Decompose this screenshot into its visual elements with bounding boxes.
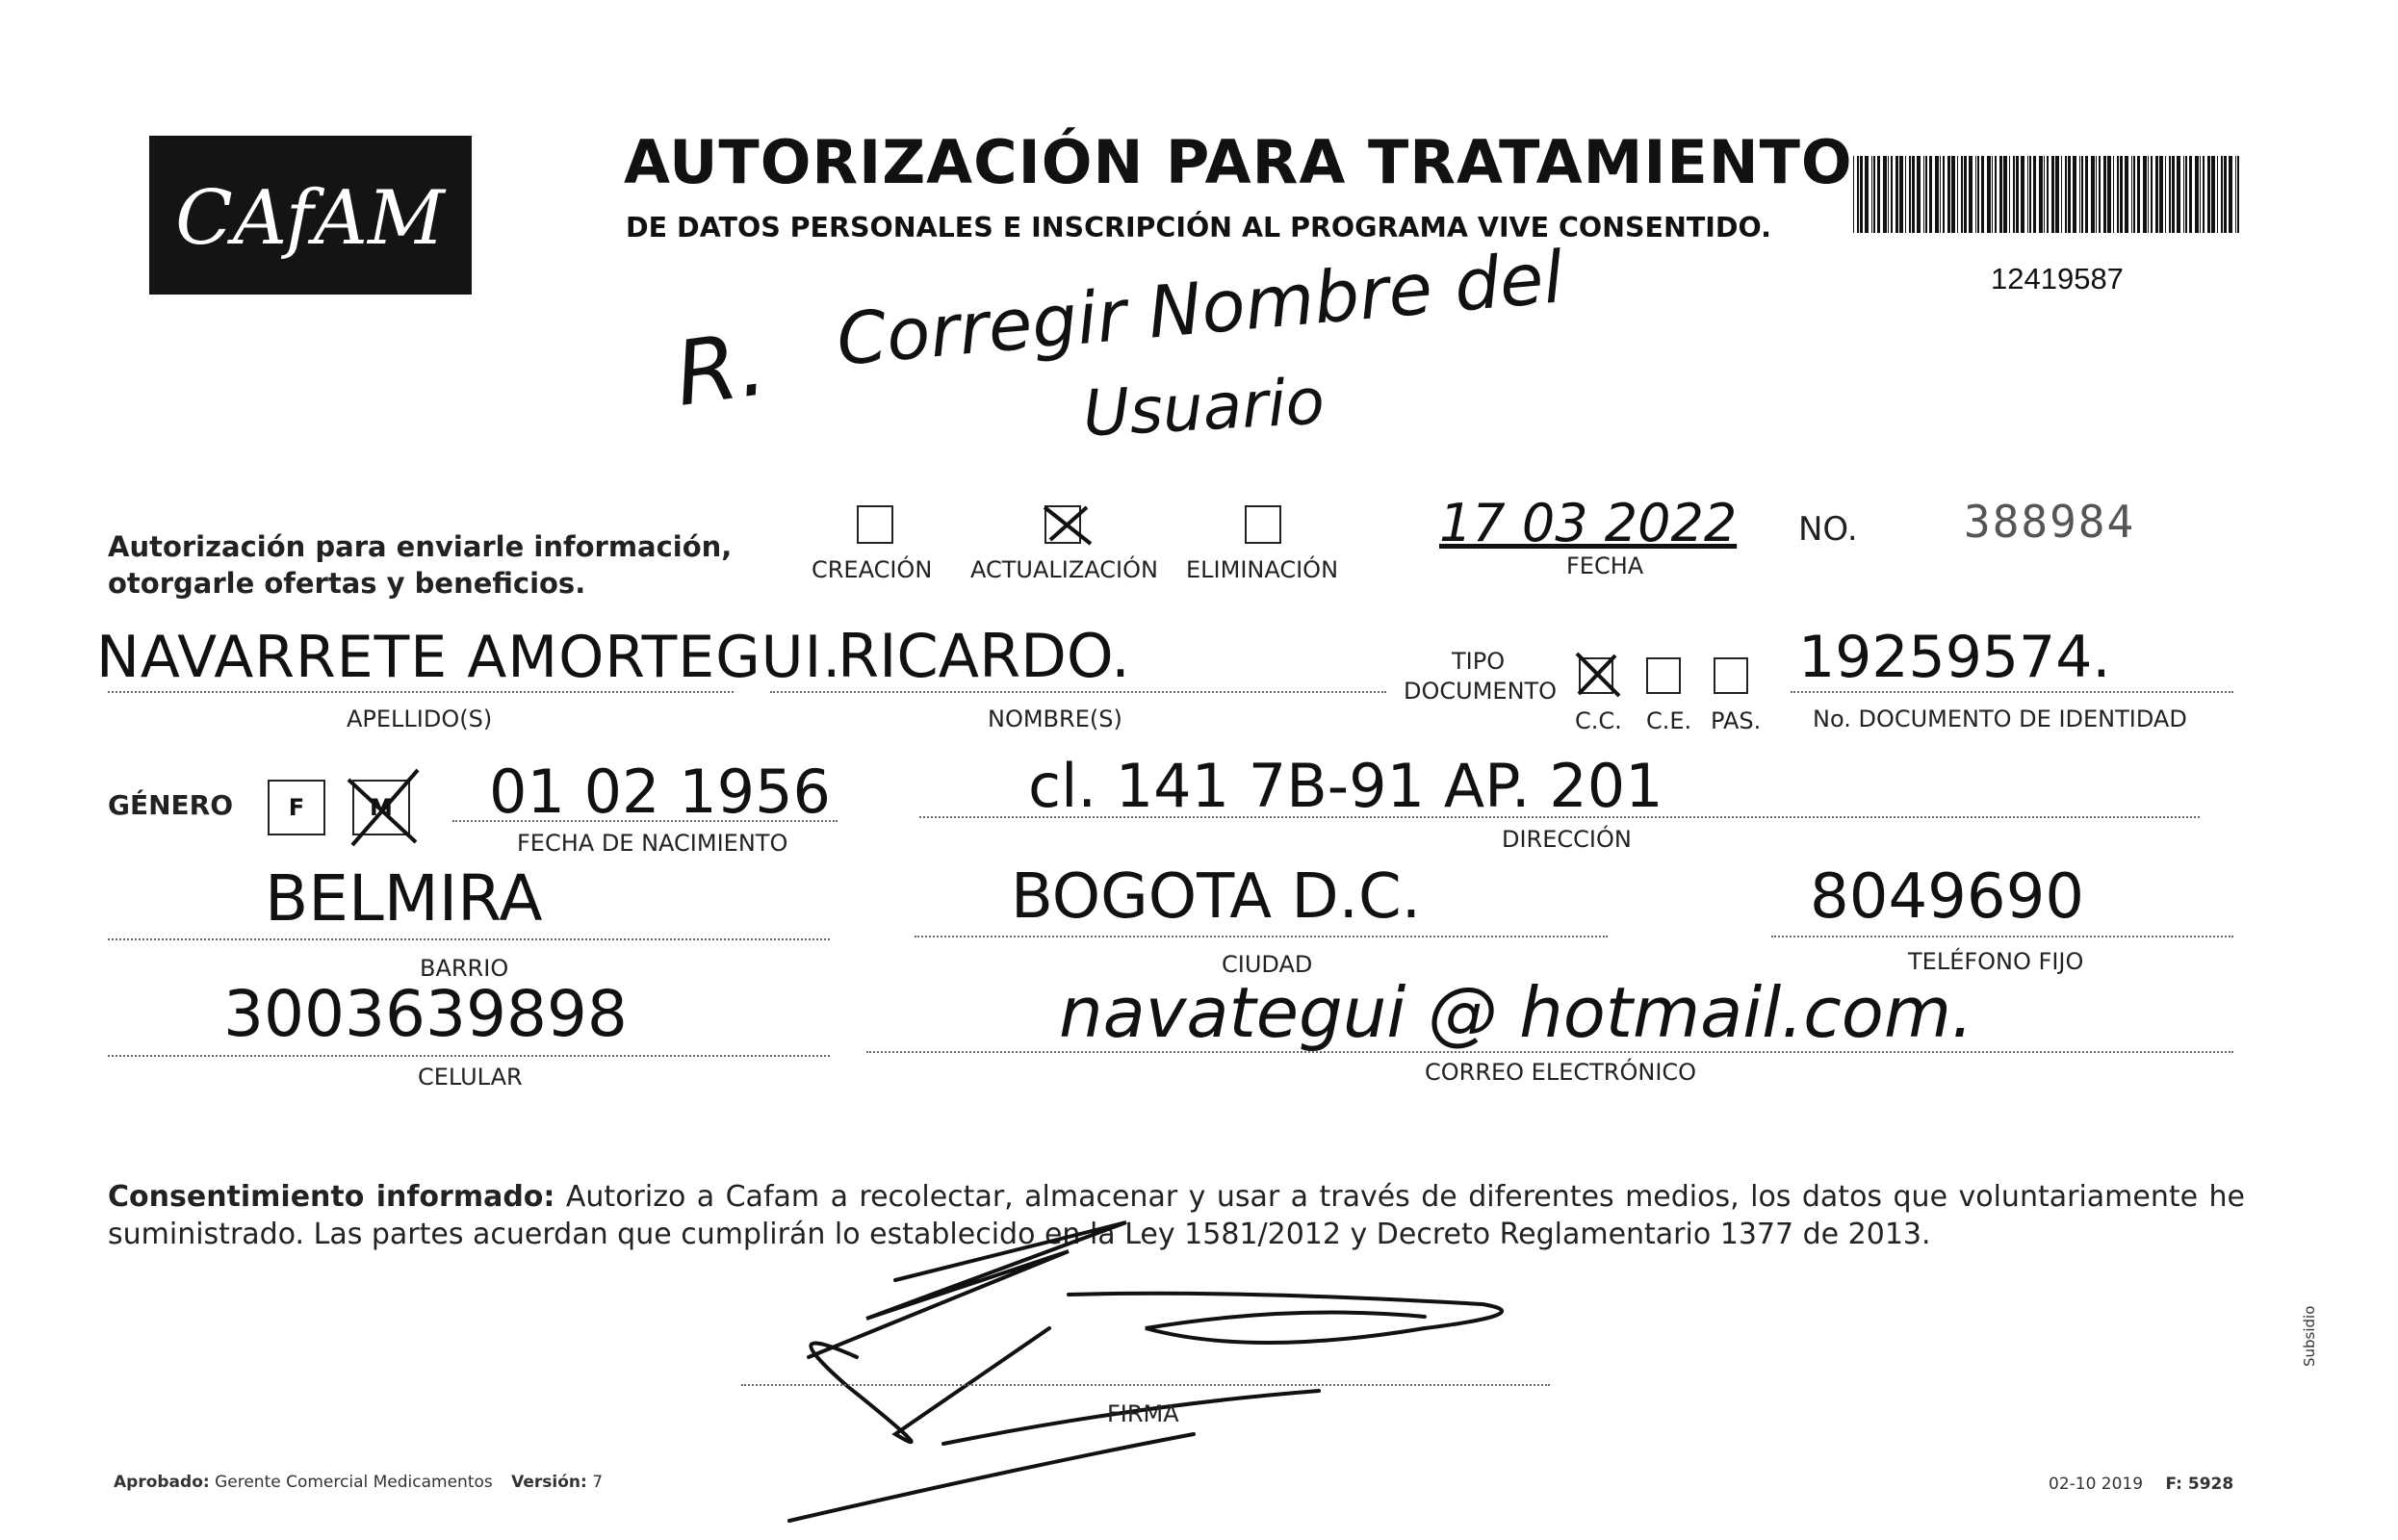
barcode-bar xyxy=(2016,156,2019,233)
barcode-bar xyxy=(2081,156,2083,233)
consent-text: Autorizo a Cafam a recolectar, almacenar y usar a través de diferentes medios, los datos que voluntariamente he suministrado. Las partes acuerdan que cumplirán lo establecido en la Ley 1581/2012 y Decreto Reglamentario 1377 de 2013. xyxy=(108,1180,2245,1251)
celular-label: CELULAR xyxy=(418,1064,523,1091)
form-subtitle: DE DATOS PERSONALES E INSCRIPCIÓN AL PROGRAMA VIVE CONSENTIDO. xyxy=(626,212,1771,244)
barcode-bar xyxy=(2009,156,2010,233)
genero-m-box[interactable]: M xyxy=(352,780,410,835)
barcode-bar xyxy=(2029,156,2031,233)
barcode-bar xyxy=(1981,156,1984,233)
barcode-bar xyxy=(1857,156,1859,233)
tipo-label-1: TIPO xyxy=(1452,648,1506,675)
barcode-bar xyxy=(1873,156,1875,233)
barcode-bar xyxy=(2189,156,2192,233)
cc-checkbox[interactable] xyxy=(1579,657,1613,694)
genero-label: GÉNERO xyxy=(108,789,234,821)
note-prefix: R. xyxy=(669,312,773,426)
barcode-bar xyxy=(1888,156,1889,233)
barcode-bar xyxy=(2159,156,2163,233)
barcode-bar xyxy=(2107,156,2111,233)
barcode-bar xyxy=(1883,156,1887,233)
barcode-bar xyxy=(1975,156,1976,233)
barcode-bar xyxy=(1995,156,1997,233)
barcode-bar xyxy=(2131,156,2132,233)
barcode-bar xyxy=(2133,156,2135,233)
ciudad-value: BOGOTA D.C. xyxy=(1011,861,1422,933)
barcode-bar xyxy=(2055,156,2059,233)
fecha-value: 17 03 2022 xyxy=(1439,493,1738,553)
barcode-bar xyxy=(1943,156,1945,233)
barcode-bar xyxy=(1947,156,1950,233)
barcode-bar xyxy=(2085,156,2088,233)
direccion-label: DIRECCIÓN xyxy=(1502,826,1632,853)
correo-value: navategui @ hotmail.com. xyxy=(1059,972,1973,1053)
barcode-bar xyxy=(1925,156,1927,233)
ce-label: C.E. xyxy=(1646,707,1692,734)
firma-line xyxy=(741,1384,1550,1386)
form-title: AUTORIZACIÓN PARA TRATAMIENTO xyxy=(624,127,1853,197)
direccion-value: cl. 141 7B-91 AP. 201 xyxy=(1028,751,1663,821)
barcode-bar xyxy=(2021,156,2024,233)
barcode-bar xyxy=(2051,156,2054,233)
apellidos-line xyxy=(108,691,734,693)
fecha-nacimiento-line xyxy=(452,820,838,822)
fecha-label: FECHA xyxy=(1566,552,1644,579)
barcode-bar xyxy=(2151,156,2153,233)
documento-line xyxy=(1791,691,2233,693)
barcode-bar xyxy=(2044,156,2045,233)
telefono-label: TELÉFONO FIJO xyxy=(1908,948,2084,975)
version-label: Versión: xyxy=(511,1473,587,1492)
genero-m-mark-icon xyxy=(339,760,425,852)
eliminacion-label: ELIMINACIÓN xyxy=(1186,556,1339,583)
actualizacion-checkbox[interactable] xyxy=(1044,505,1081,544)
nombres-value: RICARDO. xyxy=(838,621,1130,691)
barrio-line xyxy=(108,938,830,940)
barcode-bar xyxy=(2203,156,2205,233)
barcode-bar xyxy=(2200,156,2201,233)
apellidos-label: APELLIDO(S) xyxy=(347,706,493,732)
cafam-logo xyxy=(149,136,472,295)
correo-label: CORREO ELECTRÓNICO xyxy=(1425,1059,1697,1086)
tipo-label-2: DOCUMENTO xyxy=(1404,678,1558,705)
checkmark-x-icon xyxy=(1571,650,1625,700)
barcode-bar xyxy=(1964,156,1967,233)
barcode-bar xyxy=(2207,156,2210,233)
vertical-side-text: Subsidio xyxy=(2301,1305,2318,1367)
barcode-bar xyxy=(2113,156,2114,233)
serial-number: 12419587 xyxy=(1991,262,2124,295)
barrio-label: BARRIO xyxy=(420,955,509,982)
no-value: 388984 xyxy=(1964,496,2136,548)
fecha-nacimiento-label: FECHA DE NACIMIENTO xyxy=(517,830,788,857)
note-line2: Usuario xyxy=(1081,364,1327,451)
barcode-bar xyxy=(1951,156,1955,233)
barcode-bar xyxy=(2235,156,2236,233)
barcode-bar xyxy=(1935,156,1939,233)
eliminacion-checkbox[interactable] xyxy=(1245,505,1281,544)
pas-checkbox[interactable] xyxy=(1714,657,1748,694)
genero-f-box[interactable]: F xyxy=(268,780,325,835)
barcode-bar xyxy=(1929,156,1932,233)
barcode-bar xyxy=(1940,156,1941,233)
barcode-bar xyxy=(2177,156,2180,233)
barcode-bar xyxy=(1891,156,1893,233)
authorization-label-2: otorgarle ofertas y beneficios. xyxy=(108,567,586,600)
barcode-bar xyxy=(1923,156,1924,233)
barcode-bar xyxy=(2079,156,2080,233)
date-code: 02-10 2019 xyxy=(2049,1475,2144,1494)
barcode-bar xyxy=(2033,156,2036,233)
form-code: F: 5928 xyxy=(2165,1475,2234,1494)
barcode-bar xyxy=(2096,156,2097,233)
barcode-bar xyxy=(1992,156,1993,233)
telefono-line xyxy=(1771,936,2233,937)
barcode-bar xyxy=(2217,156,2218,233)
barcode-bar xyxy=(2165,156,2166,233)
aprobado-label: Aprobado: xyxy=(114,1473,210,1492)
barcode-bar xyxy=(1853,156,1854,233)
documento-value: 19259574. xyxy=(1798,624,2111,691)
aprobado-value: Gerente Comercial Medicamentos xyxy=(215,1473,493,1492)
barcode-bar xyxy=(1912,156,1915,233)
barcode-bar xyxy=(2211,156,2215,233)
cc-label: C.C. xyxy=(1575,707,1622,734)
ce-checkbox[interactable] xyxy=(1646,657,1681,694)
direccion-line xyxy=(919,816,2200,818)
firma-label: FIRMA xyxy=(1107,1400,1179,1427)
barcode-bar xyxy=(2013,156,2015,233)
barcode-bar xyxy=(1860,156,1863,233)
barcode-bar xyxy=(1987,156,1991,233)
barcode-bar xyxy=(2143,156,2147,233)
barcode xyxy=(1853,156,2244,233)
ciudad-label: CIUDAD xyxy=(1222,951,1313,978)
barcode-bar xyxy=(1895,156,1898,233)
authorization-label-1: Autorización para enviarle información, xyxy=(108,530,733,563)
barcode-bar xyxy=(1877,156,1880,233)
barcode-bar xyxy=(1905,156,1906,233)
apellidos-value: NAVARRETE AMORTEGUI. xyxy=(96,624,842,691)
barcode-bar xyxy=(1899,156,1903,233)
barcode-bar xyxy=(2237,156,2239,233)
barcode-bar xyxy=(2155,156,2158,233)
creacion-checkbox[interactable] xyxy=(857,505,893,544)
barcode-bar xyxy=(1977,156,1979,233)
barrio-value: BELMIRA xyxy=(265,861,543,936)
footer-aprobado xyxy=(114,1473,603,1492)
barcode-bar xyxy=(2224,156,2227,233)
pas-label: PAS. xyxy=(1711,707,1762,734)
logo-text: CAfAM xyxy=(175,175,445,262)
actualizacion-label: ACTUALIZACIÓN xyxy=(970,556,1158,583)
barcode-bar xyxy=(2221,156,2223,233)
note-line1: Corregir Nombre del xyxy=(833,236,1567,382)
fecha-nacimiento-value: 01 02 1956 xyxy=(489,757,831,827)
barcode-bar xyxy=(1865,156,1869,233)
barcode-bar xyxy=(2229,156,2232,233)
barcode-bar xyxy=(2117,156,2119,233)
barcode-bar xyxy=(2065,156,2067,233)
creacion-label: CREACIÓN xyxy=(812,556,933,583)
barcode-bar xyxy=(2185,156,2187,233)
barcode-bar xyxy=(2169,156,2171,233)
barcode-bar xyxy=(2061,156,2062,233)
barcode-bar xyxy=(2027,156,2028,233)
barcode-bar xyxy=(2039,156,2043,233)
barcode-bar xyxy=(2195,156,2199,233)
barcode-bar xyxy=(2103,156,2106,233)
barcode-bar xyxy=(2120,156,2123,233)
footer-codes xyxy=(2049,1475,2233,1494)
nombres-line xyxy=(770,691,1386,693)
celular-line xyxy=(108,1055,830,1057)
barcode-bar xyxy=(2003,156,2007,233)
barcode-bar xyxy=(2137,156,2140,233)
consent-heading: Consentimiento informado: xyxy=(108,1180,555,1214)
barcode-bar xyxy=(1917,156,1921,233)
barcode-bar xyxy=(1969,156,1973,233)
celular-value: 3003639898 xyxy=(223,977,628,1051)
nombres-label: NOMBRE(S) xyxy=(988,706,1122,732)
no-label: NO. xyxy=(1798,510,1858,549)
signature-icon xyxy=(751,1213,1579,1540)
barcode-bar xyxy=(1961,156,1963,233)
barcode-bar xyxy=(1999,156,2002,233)
barcode-bar xyxy=(1909,156,1911,233)
barcode-bar xyxy=(1957,156,1958,233)
correo-line xyxy=(866,1051,2233,1053)
barcode-bar xyxy=(2091,156,2095,233)
version-value: 7 xyxy=(592,1473,604,1492)
barcode-bar xyxy=(2047,156,2049,233)
telefono-value: 8049690 xyxy=(1810,861,2085,933)
barcode-bar xyxy=(2148,156,2149,233)
barcode-bar xyxy=(2073,156,2076,233)
barcode-bar xyxy=(2068,156,2071,233)
barcode-bar xyxy=(2172,156,2175,233)
cafam-logo-wordmark xyxy=(149,136,472,295)
documento-label: No. DOCUMENTO DE IDENTIDAD xyxy=(1813,706,2187,732)
barcode-bar xyxy=(2125,156,2128,233)
barcode-bar xyxy=(2099,156,2101,233)
barcode-bar xyxy=(2183,156,2184,233)
ciudad-line xyxy=(915,936,1608,937)
checkmark-x-icon xyxy=(1041,501,1098,550)
barcode-bar xyxy=(1871,156,1872,233)
